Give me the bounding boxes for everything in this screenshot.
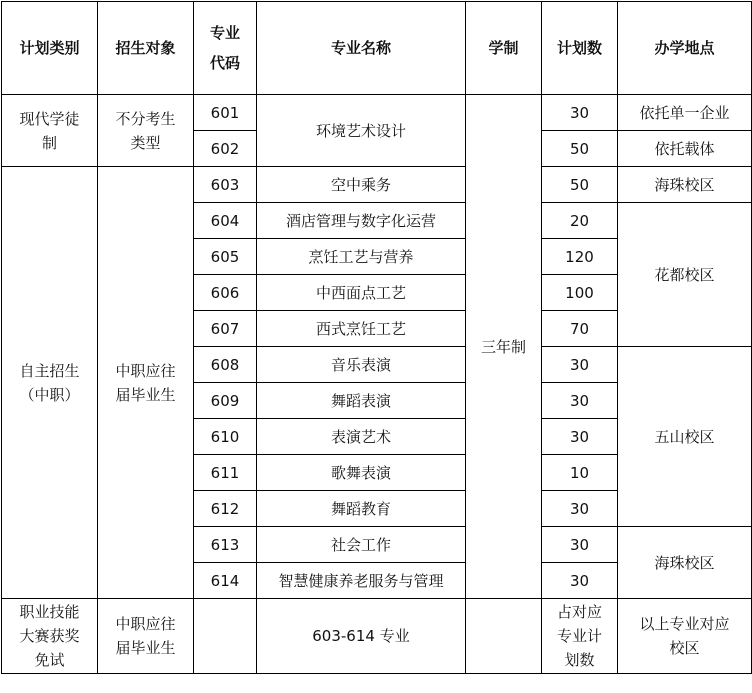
major-name: 歌舞表演	[257, 455, 466, 491]
plan-type-line: 自主招生	[19, 361, 80, 380]
major-name: 音乐表演	[257, 347, 466, 383]
target-apprentice	[98, 95, 194, 167]
major-code: 612	[194, 491, 257, 527]
location-line: 以上专业对应	[639, 615, 730, 633]
plan-count: 30	[542, 419, 618, 455]
major-name: 智慧健康养老服务与管理	[257, 563, 466, 599]
major-code: 614	[194, 563, 257, 599]
plan-count: 120	[542, 239, 618, 275]
plan-type-line: 制	[41, 133, 57, 152]
header-plan-type: 计划类别	[2, 2, 98, 95]
major-name: 西式烹饪工艺	[257, 311, 466, 347]
plan-count-line: 划数	[564, 651, 595, 669]
table-row	[2, 599, 752, 674]
duration-cell: 三年制	[466, 95, 542, 599]
plan-type-line: 现代学徒	[19, 109, 80, 128]
plan-count: 10	[542, 455, 618, 491]
plan-count: 30	[542, 491, 618, 527]
plan-count: 100	[542, 275, 618, 311]
header-code	[194, 2, 257, 95]
plan-type-skills	[2, 599, 98, 674]
major-name: 舞蹈教育	[257, 491, 466, 527]
location: 海珠校区	[618, 167, 752, 203]
plan-count-line: 占对应	[556, 603, 602, 621]
major-name: 表演艺术	[257, 419, 466, 455]
header-target: 招生对象	[98, 2, 194, 95]
table-row	[2, 167, 752, 203]
target-line: 中职应往	[115, 615, 176, 633]
header-row	[2, 2, 752, 95]
plan-type-apprentice	[2, 95, 98, 167]
plan-count	[542, 599, 618, 674]
major-code: 602	[194, 131, 257, 167]
major-name: 酒店管理与数字化运营	[257, 203, 466, 239]
target-skills	[98, 599, 194, 674]
plan-type-line: 大赛获奖	[19, 627, 80, 645]
enrollment-plan-table	[1, 1, 752, 674]
plan-type-line: 职业技能	[19, 603, 80, 621]
plan-type-line: 免试	[34, 651, 65, 669]
plan-count: 30	[542, 527, 618, 563]
major-name: 603-614 专业	[257, 599, 466, 674]
plan-count: 30	[542, 383, 618, 419]
location: 依托载体	[618, 131, 752, 167]
major-code: 607	[194, 311, 257, 347]
major-name: 空中乘务	[257, 167, 466, 203]
major-code: 608	[194, 347, 257, 383]
plan-count: 50	[542, 167, 618, 203]
major-code: 605	[194, 239, 257, 275]
table-row	[2, 95, 752, 131]
header-major-name: 专业名称	[257, 2, 466, 95]
major-name: 烹饪工艺与营养	[257, 239, 466, 275]
location: 海珠校区	[618, 527, 752, 599]
location: 花都校区	[618, 203, 752, 347]
major-code: 601	[194, 95, 257, 131]
header-duration: 学制	[466, 2, 542, 95]
location: 依托单一企业	[618, 95, 752, 131]
major-code: 611	[194, 455, 257, 491]
major-code: 606	[194, 275, 257, 311]
header-code-line1: 专业	[209, 24, 240, 42]
location-line: 校区	[669, 639, 700, 657]
major-name: 环境艺术设计	[257, 95, 466, 167]
header-code-line2: 代码	[209, 54, 240, 72]
plan-count: 30	[542, 347, 618, 383]
plan-count: 30	[542, 563, 618, 599]
target-line: 不分考生	[115, 109, 176, 128]
target-line: 届毕业生	[115, 639, 176, 657]
target-self	[98, 167, 194, 599]
major-name: 社会工作	[257, 527, 466, 563]
major-code: 604	[194, 203, 257, 239]
major-code: 613	[194, 527, 257, 563]
plan-type-self	[2, 167, 98, 599]
plan-count: 50	[542, 131, 618, 167]
major-code: 610	[194, 419, 257, 455]
location: 五山校区	[618, 347, 752, 527]
location	[618, 599, 752, 674]
target-line: 中职应往	[115, 361, 176, 380]
target-line: 类型	[130, 133, 161, 152]
plan-count-line: 专业计	[556, 627, 602, 645]
major-code: 603	[194, 167, 257, 203]
target-line: 届毕业生	[115, 385, 176, 404]
major-name: 舞蹈表演	[257, 383, 466, 419]
major-code-empty	[194, 599, 257, 674]
plan-count: 70	[542, 311, 618, 347]
plan-count: 30	[542, 95, 618, 131]
header-location: 办学地点	[618, 2, 752, 95]
plan-count: 20	[542, 203, 618, 239]
header-plan-count: 计划数	[542, 2, 618, 95]
major-code: 609	[194, 383, 257, 419]
duration-empty	[466, 599, 542, 674]
plan-type-line: （中职）	[19, 385, 80, 404]
major-name: 中西面点工艺	[257, 275, 466, 311]
